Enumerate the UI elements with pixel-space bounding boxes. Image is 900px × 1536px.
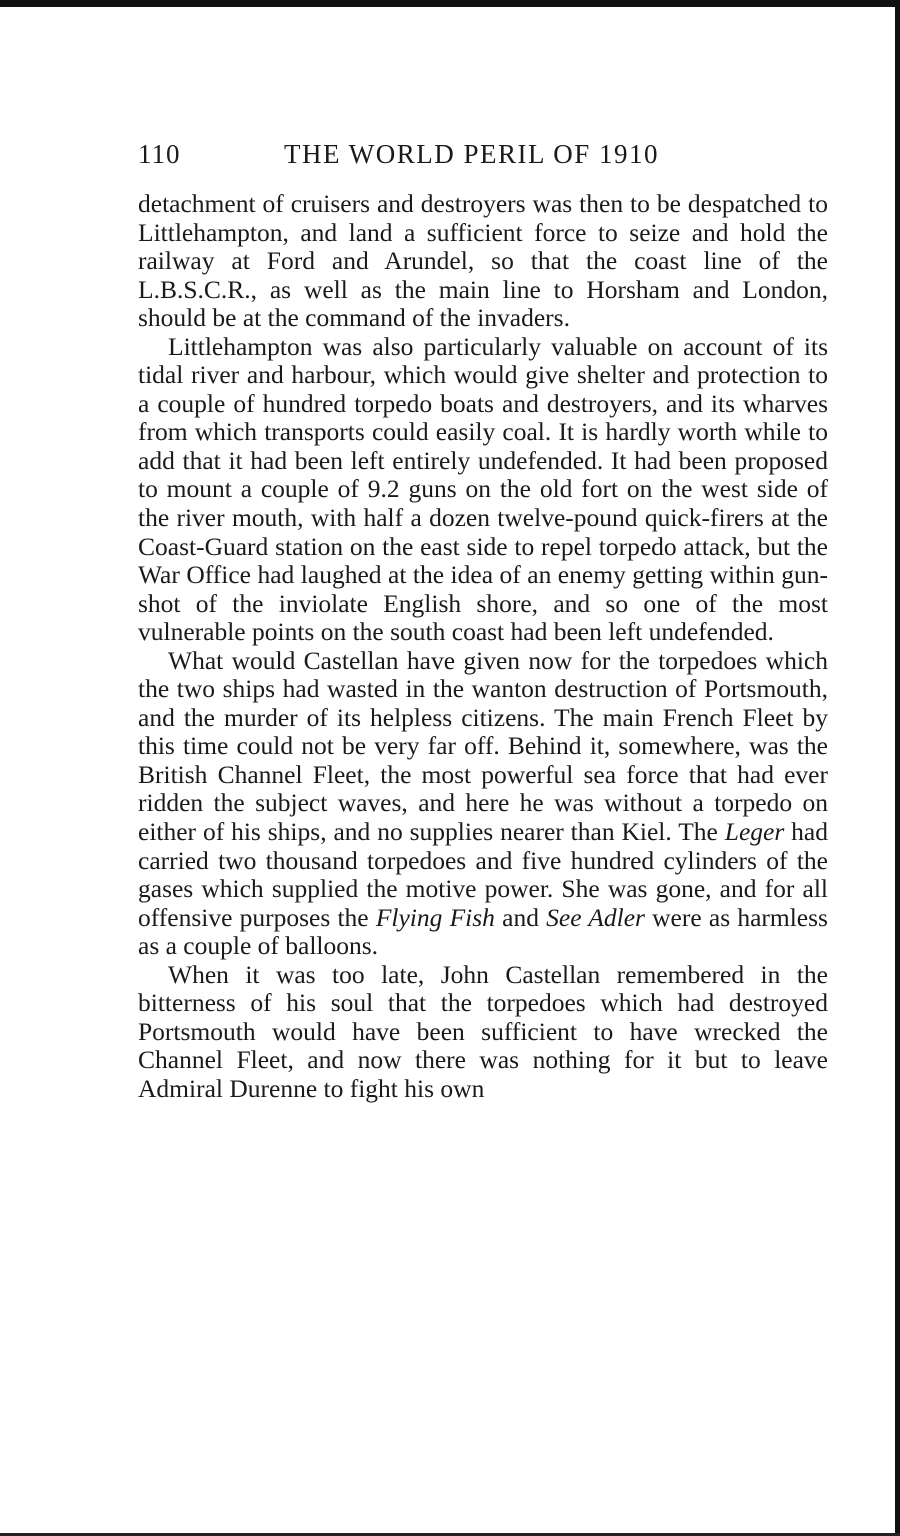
page-number: 110 xyxy=(138,139,181,169)
text-run: were as harmless as a couple of balloons. xyxy=(138,902,828,961)
paragraph xyxy=(138,190,828,333)
running-title: THE WORLD PERIL OF 1910 xyxy=(284,139,659,169)
text-run: and xyxy=(494,902,547,932)
right-border-rule xyxy=(895,0,900,1536)
page-header xyxy=(138,136,832,172)
text-run: detachment of cruisers and destroyers was then to be despatched to Littlehampton, and land a sufficient force to seize and hold the railway at Ford and Arundel, so that the coast line of the L.B.S.C.R., as well as the main line to Horsham and London, should be at the command of the invaders. xyxy=(138,189,828,333)
top-border-rule xyxy=(0,0,900,7)
italic-ship-name: Leger xyxy=(724,817,785,847)
italic-ship-name: See Adler xyxy=(546,902,645,932)
paragraph xyxy=(138,961,828,1104)
body-text xyxy=(138,190,828,1104)
text-run: When it was too late, John Castellan remembered in the bitterness of his soul that the torpedoes which had destroyed Portsmouth would have been sufficient to have wrecked the Channel Fleet, and now there was nothing for it but to leave Admiral Durenne to fight his own xyxy=(138,959,828,1103)
text-run: What would Castellan have given now for the torpedoes which the two ships had wasted in the wanton destruction of Portsmouth, and the murder of its helpless citizens. The main French Fleet by this time could not be very far off. Behind it, somewhere, was the British Channel Fleet, the most powerful sea force that had ever ridden the subject waves, and here he was without a torpedo on either of his ships, and no supplies nearer than Kiel. The xyxy=(138,645,828,847)
text-run: Littlehampton was also particularly valuable on account of its tidal river and harbour, which would give shelter and protection to a couple of hundred torpedo boats and destroyers, and its wharves from which transports could easily coal. It is hardly worth while to add that it had been left entirely undefended. It had been proposed to mount a couple of 9.2 guns on the old fort on the west side of the river mouth, with half a dozen twelve-pound quick-firers at the Coast-Guard station on the east side to repel torpedo attack, but the War Office had laughed at the idea of an enemy getting within gun-shot of the inviolate English shore, and so one of the most vulnerable points on the south coast had been left undefended. xyxy=(138,331,828,647)
text-run: had carried two thousand torpedoes and five hundred cylinders of the gases which supplied the motive power. She was gone, and for all offensive purposes the xyxy=(138,817,828,932)
paragraph xyxy=(138,333,828,647)
italic-ship-name: Flying Fish xyxy=(375,902,495,932)
paragraph xyxy=(138,647,828,961)
